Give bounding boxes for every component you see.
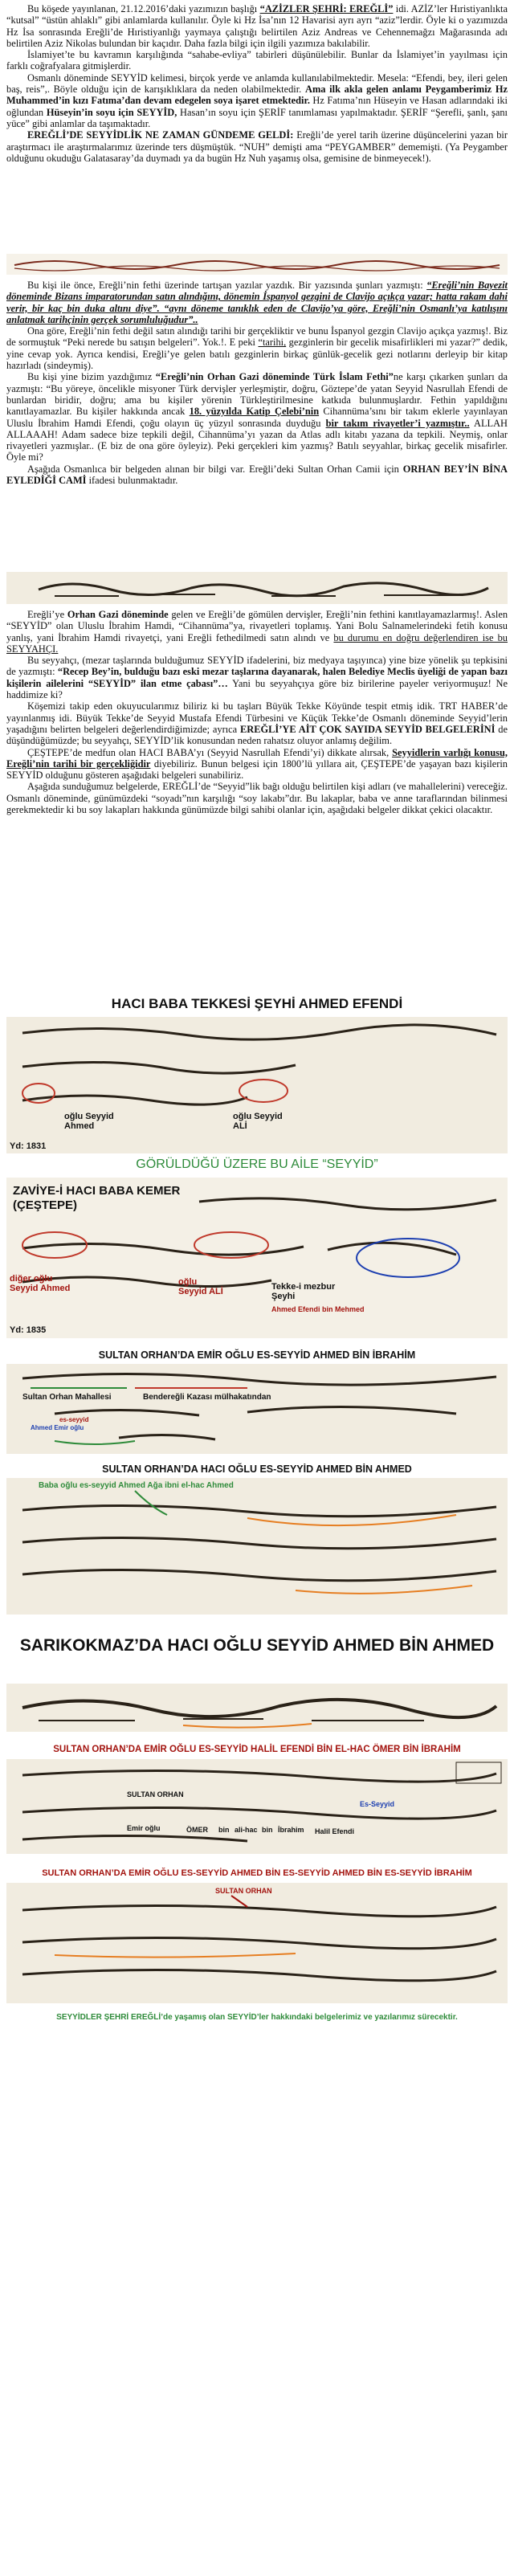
emphasis: EREĞLİ’YE AİT ÇOK SAYIDA SEYYİD BELGELERİNİ xyxy=(240,723,496,735)
label-ahmed-efendi: Ahmed Efendi bin Mehmed xyxy=(271,1305,365,1313)
calligraphy-scan xyxy=(6,572,508,604)
paragraph-13: Aşağıda sunduğumuz belgelerde, EREĞLİ’de “Seyyid”lik bağı olduğu belirtilen kişi adları (ve mahallelerini) vereceğiz. Osmanlı döneminde, günümüzdeki “soyadı”nın karşılığı “soy lakabı”dır. Bu lakaplar, baba ve anne taraflarından bilinmesi gerekmektedir ki bu soy lakapları hakkında günümüzde bilgi sahibi olanlar için, aşağıdaki belgeler dikkat çekici olacaktır. xyxy=(6,781,508,816)
caption-seyyid-family: GÖRÜLDÜĞÜ ÜZERE BU AİLE “SEYYİD” xyxy=(136,1157,378,1171)
label-sultan-orhan: SULTAN ORHAN xyxy=(127,1790,184,1798)
label-ibrahim: İbrahim xyxy=(278,1826,304,1834)
paragraph-1 xyxy=(6,3,508,49)
manuscript-image-5 xyxy=(6,1478,508,1615)
underlined: “tarihi, xyxy=(258,337,287,349)
text: Bu köşede yayınlanan, 21.12.2016’daki yazımızın başlığı xyxy=(27,3,260,14)
label-seyyid-ali: oğlu Seyyid ALİ xyxy=(233,1112,283,1131)
label-seyyid-ahmed: diğer oğlu Seyyid Ahmed xyxy=(10,1274,71,1293)
paragraph-11 xyxy=(6,700,508,746)
label-es-seyyid: es-seyyid xyxy=(59,1416,89,1423)
label-sultan-orhan: Sultan Orhan Mahallesi xyxy=(22,1393,112,1402)
emphasis: “Ereğli’nin Orhan Gazi döneminde Türk İslam Fethi” xyxy=(155,371,394,383)
section-title-ahmed-ibrahim: SULTAN ORHAN’DA EMİR OĞLU ES-SEYYİD AHMED BİN ES-SEYYİD AHMED BİN ES-SEYYİD İBRAHİM xyxy=(42,1868,472,1878)
document-scan xyxy=(6,1178,508,1338)
section-title-emir-oglu: SULTAN ORHAN’DA EMİR OĞLU ES-SEYYİD AHMED BİN İBRAHİM xyxy=(98,1349,416,1361)
text: idi. AZİZ’ler Hıristiyanlıkta “kutsal” “üstün ahlaklı” gibi anlamlarda kullanılır. Öyle ki Hz İsa’nın 12 Havarisi ayrı ayrı “aziz”lerdir. Öyle ki o yazımızda Hz İsa sonrasında Ereğli’de Hıristiyanlığı yaymaya çalıştığı belirtilen Aziz Andreas ve Cehennemağzı Mağarasında adı belirtilen Aziz Nikolas bulundan bir kaçıdır. Daha fazla bilgi için ilgili yazımıza bakılabilir. xyxy=(6,3,508,49)
emphasis: 18. yüzyılda Katip Çelebi’nin xyxy=(189,406,320,418)
label-baba-oglu: Baba oğlu es-seyyid Ahmed Ağa ibni el-hac Ahmed xyxy=(39,1481,234,1490)
paragraph-4 xyxy=(6,129,508,164)
manuscript-image-6 xyxy=(6,1684,508,1732)
label-bin: bin xyxy=(262,1826,273,1834)
label-alihac: ali-hac xyxy=(235,1826,258,1834)
quoted-title: “AZİZLER ŞEHRİ: EREĞLİ” xyxy=(259,3,394,14)
label-bendeegli: Bendereğli Kazası mülhakatından xyxy=(143,1393,271,1402)
text: Yani bu seyyahçıya göre biz birilerine payeler veriyormuşuz! Ne haddimize ki? xyxy=(6,677,508,701)
divider-ornament xyxy=(6,254,508,275)
text: Aşağıda Osmanlıca bir belgeden alınan bir bilgi var. Ereğli’deki Sultan Orhan Camii için xyxy=(27,463,403,475)
paragraph-9 xyxy=(6,609,508,655)
text: Hasan’ın soyu için ŞERİF tanımlaması yapılmaktadır. ŞERİF “Şerefli, şanlı, şanı yüce” gibi anlamlar da taşımaktadır. xyxy=(6,106,508,129)
year-label: Yd: 1835 xyxy=(10,1325,47,1335)
paragraph-10 xyxy=(6,655,508,700)
text: gelen ve Ereğli’de gömülen dervişler, Ereğli’nin fethini kanıtlayamazlarmış!. Aslen “SEYYİD” olan Uluslu İbrahim Hamdi, “Cihannüma”ya, rivayetleri toplamış. Yani Bolu Salnamelerindeki fetih konusu yanlış, yani İbrahim Hamdi rivayetçi, yani Ereğli fethedilmedi satın alındı ve xyxy=(6,609,508,643)
text: gezginlerin bir gecelik misafirlikleri mi yazar?” dedik, yine cevap yok. Ayrıca kendisi, Ereğli’ye gelen batılı gezginlerin birkaç günlük-gecelik gezi notlarını derleyip bir kitap hazırladı (sindeymiş). xyxy=(6,337,508,372)
paragraph-5 xyxy=(6,280,508,325)
section-title-zaviye: ZAVİYE-İ HACI BABA KEMER (ÇEŞTEPE) xyxy=(13,1184,181,1212)
label-ahmed-emir: Ahmed Emir oğlu xyxy=(31,1424,84,1431)
text: ALLAH ALLAAAH! Adam sadece bize tepkili değil, Cihannüma’yı yazan da Atlas adlı kitabı yazana da tepkili. Neymiş, onlar rivayetleri yazmışlar.. (E biz de ona göre öyleyiz). Peki gerçekleri kim yazmış? Batılı seyyahlar, birkaç gecelik misafirler. Öyle mi? xyxy=(6,417,508,463)
text: de düşündüğümüzde; bu seyyahçı, SEYYİD’lik konusundan neden rahatsız oluyor anlamış değilim. xyxy=(6,723,508,747)
underlined: bu durumu en doğru değerlendiren ise bu SEYYAHÇI. xyxy=(6,631,508,655)
paragraph-3 xyxy=(6,72,508,129)
section-heading: EREĞLİ’DE SEYYİDLİK NE ZAMAN GÜNDEME GELDİ: xyxy=(27,129,294,141)
manuscript-image-1 xyxy=(6,572,508,604)
article-intro xyxy=(6,3,508,164)
text: diyebiliriz. Bunun belgesi için 1800’lü yıllara ait, ÇEŞTEPE’de yaşayan bazı kişilerin SEYYİD olduğunu gösteren aşağıdaki belgeleri sunabiliriz. xyxy=(6,757,508,782)
paragraph-8 xyxy=(6,463,508,487)
quote: “Ereğli’nin Bayezit döneminde Bizans imparatorundan satın alındığını, dönemin İspanyol gezgini de Clavijo açıkça yazar; hatta rakam dahi verir, bir kaç bin duka altını diye”. “aynı döneme tanıklık eden de Clavijo’ya göre, Ereğli’nin Osmanlı’ya katılışını anlatmak tarihçinin gerçek sorumluluğudur”.. xyxy=(6,280,508,325)
manuscript-image-7 xyxy=(6,1759,508,1854)
text: Cihannüma’sını bir takım eklerle yayınlayan Uluslu İbrahim Hamdi Efendi, çoğu olayın üç yüzyıl sonrasında duyduğu xyxy=(6,406,508,429)
quote: “Recep Bey’in, bulduğu bazı eski mezar taşlarına dayanarak, halen Belediye Meclis üyeliği de yapan bazı kişilerin ailelerini “SEYYİD” ilan etme çabası”… xyxy=(6,666,508,689)
text: Bu kişi yine bizim yazdığımız xyxy=(27,371,156,383)
section-title-haci-baba: HACI BABA TEKKESİ ŞEYHİ AHMED EFENDİ xyxy=(111,996,403,1011)
emphasis: Seyyidlerin varlığı konusu, Ereğli’nin tarihi bir gerçekliğidir xyxy=(6,746,508,770)
document-scan xyxy=(6,1759,508,1854)
manuscript-image-3 xyxy=(6,1178,508,1338)
footer-caption: SEYYİDLER ŞEHRİ EREĞLİ’de yaşamış olan SEYYİD’ler hakkındaki belgelerimiz ve yazılarımız sürecektir. xyxy=(56,2013,458,2022)
text: ÇEŞTEPE’de medfun olan HACI BABA’yı (Seyyid Nasrullah Efendi’yi) dikkate alırsak, xyxy=(27,746,393,758)
label-es-seyyid: Es-Seyyid xyxy=(360,1800,395,1808)
label-halil: Halil Efendi xyxy=(315,1827,355,1835)
text: Bu kişi ile önce, Ereğli’nin fethi üzerinde tartışan yazılar yazdık. Bir yazısında şunları yazmıştı: xyxy=(27,280,427,291)
text: Ona göre, Ereğli’nin fethi değil satın alındığı tarihi bir gerçekliktir ve bunu İspanyol gezgin Clavijo açıkça yazmış!. Biz de sormuştuk “Peki nerede bu satışın belgeleri”. Yok.!. E peki xyxy=(6,325,508,349)
label-bin: bin xyxy=(218,1826,230,1834)
label-omer: ÖMER xyxy=(186,1826,208,1834)
paragraph-7 xyxy=(6,371,508,463)
emphasis: Ama ilk akla gelen anlamı Peygamberimiz Hz Muhammed’in kızı Fatıma’dan devam edegelen soya işaret etmektedir. xyxy=(6,84,508,107)
article-body-3 xyxy=(6,609,508,815)
manuscript-image-2 xyxy=(6,1017,508,1153)
document-scan xyxy=(6,1364,508,1454)
text: ne karşı çıkarken şunları da yazmıştı: “Bu yöreye, öncelikle misyoner Türk dervişler yerleşmiştir, doğru, Göztepe’de yatan Seyyid Nasrullah Efendi de bunlardan biridir, doğru; ama bu kişiler yörenin Türkleştirilmesine katkıda bulunmuşlardır. Fethin yapıldığını kanıtlayamazlar. Bu kişiler hakkında ancak xyxy=(6,371,508,418)
emphasis: Hüseyin’in soyu için SEYYİD, xyxy=(46,106,177,118)
section-title-halil-efendi: SULTAN ORHAN’DA EMİR OĞLU ES-SEYYİD HALİL EFENDİ BİN EL-HAC ÖMER BİN İBRAHİM xyxy=(53,1745,461,1754)
emphasis: Orhan Gazi döneminde xyxy=(67,609,169,620)
label-tekke-seyhi: Tekke-i mezbur Şeyhi xyxy=(271,1282,336,1301)
label-seyyid-ahmed: oğlu Seyyid Ahmed xyxy=(64,1112,114,1131)
document-scan xyxy=(6,1017,508,1153)
decorative-divider xyxy=(6,254,508,275)
text: Hz Fatıma’nın Hüseyin ve Hasan adlarındaki iki oğlundan xyxy=(6,95,508,118)
document-scan xyxy=(6,1478,508,1615)
section-title-sarikokmaz: SARIKOKMAZ’DA HACI OĞLU SEYYİD AHMED BİN AHMED xyxy=(19,1636,495,1655)
text: Ereğli’de yerel tarih üzerine düşüncelerini yazan bir araştırmacı ile araştırmalarımız üzerinde ters düşmüştük. “NUH” demişti ama “PEYGAMBER” dememişti. (Ya Peygamber olduğunu okuduğu Galatasaray’da duymadı ya da bugün Hz Nuh yaşamış olsa, gemisine de binmeyecek!). xyxy=(6,129,508,164)
paragraph-6 xyxy=(6,325,508,371)
text: Köşemizi takip eden okuyucularımız biliriz ki bu taşları Büyük Tekke Köyünde tespit etmiş idik. TRT HABER’de yayınlanmış idi. Büyük Tekke’de Seyyid Mustafa Efendi Türbesini ve Küçük Tekke’de Osmanlı döneminde Seyyid’lerin yaşadığını belirten belgeleri değerlendirdiğimizde; ayrıca xyxy=(6,700,508,735)
paragraph-2: İslamiyet’te bu kavramın karşılığında “sahabe-evliya” tabirleri düşünülebilir. Bunlar da İslamiyet’in yayılması için farklı coğrafyalara gitmişlerdir. xyxy=(6,49,508,72)
text: Ereğli’ye xyxy=(27,609,67,620)
text: Osmanlı döneminde SEYYİD kelimesi, birçok yerde ve anlamda kullanılabilmektedir. Mesela: “Efendi, bey, ileri gelen baş, reis”,. Böyle olduğu için de karışıklıklara da neden olabilmektedir. xyxy=(6,71,508,96)
calligraphy-scan xyxy=(6,1684,508,1732)
year-label: Yd: 1831 xyxy=(10,1141,47,1151)
manuscript-image-8 xyxy=(6,1883,508,2003)
emphasis: bir takım rivayetler’i yazmıştır.. xyxy=(325,417,470,429)
article-body-2 xyxy=(6,280,508,486)
document-scan xyxy=(6,1883,508,2003)
paragraph-12 xyxy=(6,747,508,782)
text: Bu seyyahçı, (mezar taşlarında bulduğumuz SEYYİD ifadelerini, biz medyaya taşıyınca) yine bize yönelik şu tepkisini de yazmıştı: xyxy=(6,655,508,678)
text: ifadesi bulunmaktadır. xyxy=(86,475,178,487)
manuscript-image-4 xyxy=(6,1364,508,1454)
section-title-haci-oglu: SULTAN ORHAN’DA HACI OĞLU ES-SEYYİD AHMED BİN AHMED xyxy=(102,1464,412,1475)
emphasis: ORHAN BEY’İN BİNA EYLEDİĞİ CAMİ xyxy=(6,463,508,487)
label-emir-oglu: Emir oğlu xyxy=(127,1824,161,1832)
label-sultan-orhan: SULTAN ORHAN xyxy=(215,1887,272,1895)
label-seyyid-ali: oğlu Seyyid ALİ xyxy=(178,1277,223,1296)
